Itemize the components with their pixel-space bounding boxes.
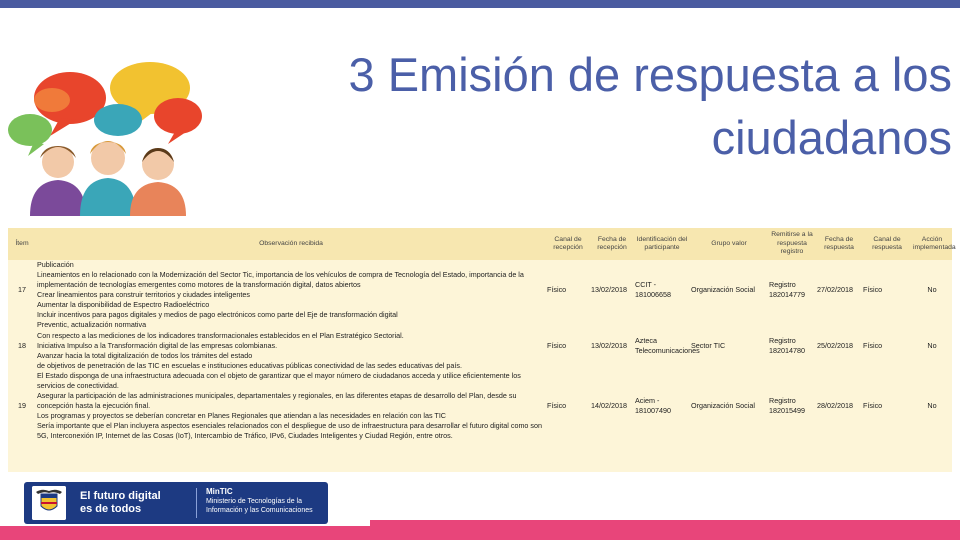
header-fecha-recepcion: Fecha de recepción — [597, 235, 627, 251]
people-speech-bubbles-icon — [0, 58, 212, 216]
cell-remitirse: Registro 182014780 — [769, 335, 805, 355]
header-item: Ítem — [15, 239, 29, 247]
cell-remitirse: Registro 182014779 — [769, 280, 805, 300]
cell-grupo: Organización Social — [691, 285, 755, 295]
cell-fecha: 13/02/2018 — [591, 340, 627, 350]
cell-fecha-respuesta: 28/02/2018 — [817, 401, 853, 411]
logo-slogan-line-2: es de todos — [80, 503, 142, 516]
top-accent-bar — [0, 0, 960, 8]
cell-canal: Físico — [547, 285, 567, 295]
logo-slogan-line-1: El futuro digital — [80, 490, 161, 502]
cell-item: 17 — [18, 285, 26, 295]
header-canal-recepcion: Canal de recepción — [553, 235, 583, 251]
cell-item: 19 — [18, 401, 26, 411]
header-observacion: Observación recibida — [259, 239, 323, 247]
cell-canal: Físico — [547, 401, 567, 411]
cell-identificacion: CCIT - 181006658 — [635, 280, 671, 300]
cell-grupo: Sector TIC — [691, 340, 726, 350]
table-row — [8, 320, 952, 370]
mintic-title: MinTIC — [206, 487, 233, 496]
cell-canal-respuesta: Físico — [863, 285, 883, 295]
header-canal-respuesta: Canal de respuesta — [872, 235, 902, 251]
table-header-row — [8, 228, 952, 260]
cell-accion: No — [927, 340, 937, 350]
page-title — [192, 44, 952, 169]
page-title-line-1: 3 Emisión de respuesta a los — [348, 48, 952, 101]
cell-grupo: Organización Social — [691, 401, 755, 411]
cell-canal-respuesta: Físico — [863, 340, 883, 350]
cell-fecha-respuesta: 25/02/2018 — [817, 340, 853, 350]
table-row — [8, 260, 952, 320]
page-title-line-2: ciudadanos — [711, 110, 952, 164]
colombia-coat-of-arms-icon — [32, 486, 66, 520]
cell-canal: Físico — [547, 340, 567, 350]
logo-divider — [196, 488, 197, 518]
cell-accion: No — [927, 401, 937, 411]
cell-fecha: 14/02/2018 — [591, 401, 627, 411]
cell-canal-respuesta: Físico — [863, 401, 883, 411]
cell-identificacion: Aciem - 181007490 — [635, 396, 671, 416]
mintic-line-1: Ministerio de Tecnologías de la — [206, 497, 302, 505]
gobierno-logo — [24, 482, 328, 524]
mintic-label — [206, 487, 313, 515]
cell-observacion: Publicación Lineamientos en lo relacionado con la Modernización del Sector Tic, importancia de los vehículos de compra de Tecnología del Estado, importancia de la implementación de tecnologías emergentes como motores de la transformación digital, datos abiertos Crear lineamientos para construir territorios y ciudades inteligentes Aumentar la disponibilidad de Espectro Radioeléctrico Incluir incentivos para pagos digitales y medios de pago electrónicos como parte del Eje de transformación digital — [37, 260, 524, 320]
cell-fecha: 13/02/2018 — [591, 285, 627, 295]
mintic-line-2: Información y las Comunicaciones — [206, 506, 313, 514]
cell-observacion: El Estado disponga de una infraestructura adecuada con el objeto de garantizar que el mayor número de ciudadanos acceda y utilice eficientemente los servicios de conectividad. Asegurar la participación de las administraciones municipales, departamentales y regionales, en las diferentes etapas de desarrollo del Plan, desde su concepción hasta la ejecución final. Los programas y proyectos se deberían concretar en Planes Regionales que atiendan a las necesidades en relación con las TIC Sería importante que el Plan incluyera aspectos esenciales relacionados con el despliegue de uso de infraestructura para desarrollar el futuro digital como son 5G, Interconexión IP, Internet de las Cosas (IoT), Intercambio de Tráfico, IPv6, Ciudades Inteligentes y Ciudad Región, entre otros. — [37, 370, 543, 441]
header-fecha-respuesta: Fecha de respuesta — [824, 235, 854, 251]
logo-slogan — [80, 490, 161, 516]
header-remitirse: Remitirse a la respuesta registro — [771, 231, 813, 256]
header-grupo-valor: Grupo valor — [711, 239, 747, 247]
table-row — [8, 371, 952, 442]
cell-item: 18 — [18, 340, 26, 350]
responses-table-container — [8, 228, 956, 472]
cell-fecha-respuesta: 27/02/2018 — [817, 285, 853, 295]
responses-table — [8, 228, 956, 441]
cell-identificacion: Azteca Telecomunicaciones — [635, 335, 700, 355]
cell-accion: No — [927, 285, 937, 295]
header-accion: Acción implementada — [913, 235, 956, 251]
cell-observacion: Preventic, actualización normativa Con respecto a las mediciones de los indicadores transformacionales establecidos en el Plan Estratégico Sectorial. Iniciativa Impulso a la Transformación digital de las empresas colombianas. Avanzar hacia la total digitalización de todos los trámites del estado de objetivos de penetración de las TIC en escuelas e instituciones educativas públicas conectividad de las sedes educativas del país. — [37, 320, 462, 370]
cell-remitirse: Registro 182015499 — [769, 396, 805, 416]
header-identificacion: Identificación del participante — [636, 235, 688, 251]
